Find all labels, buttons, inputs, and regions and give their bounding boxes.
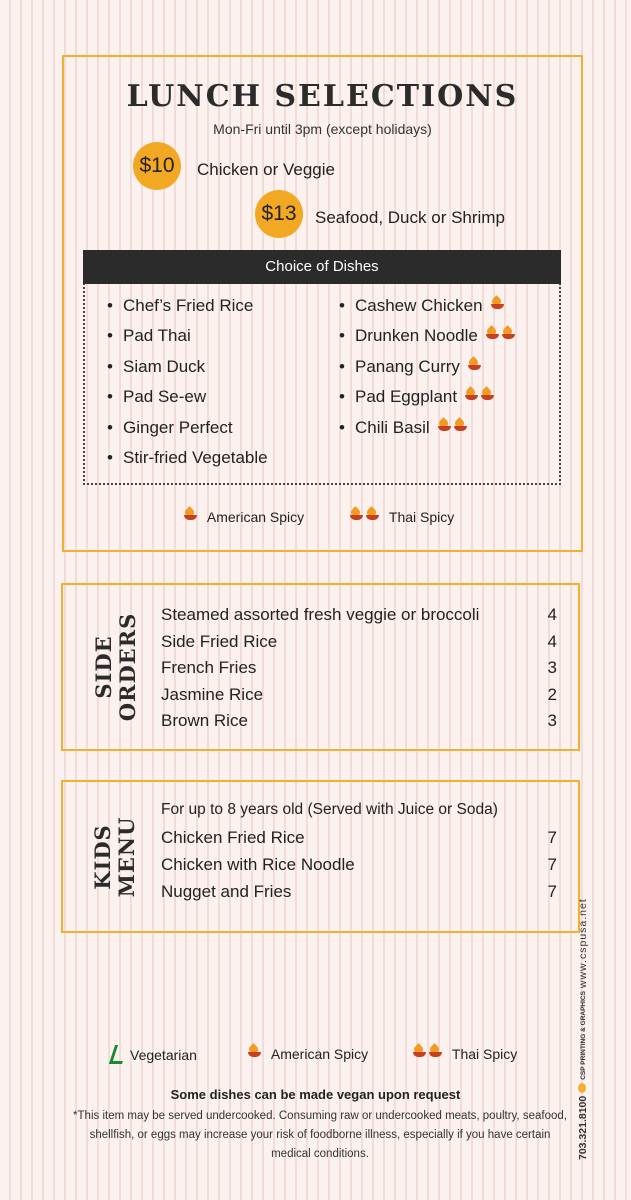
price-label-13: Seafood, Duck or Shrimp — [315, 208, 505, 227]
printer-phone: 703.321.8100 — [577, 1095, 589, 1160]
price-label-10: Chicken or Veggie — [197, 160, 335, 179]
dish-item — [107, 387, 268, 417]
menu-item-name: Steamed assorted fresh veggie or broccoli — [161, 605, 480, 624]
dishes-column-left — [107, 296, 268, 478]
menu-item-row — [161, 711, 557, 737]
lunch-selections-section — [62, 55, 583, 552]
side-orders-title-line2: ORDERS — [115, 612, 140, 722]
bullet-icon: • — [107, 326, 113, 346]
menu-item-row — [161, 632, 557, 658]
food-safety-disclaimer: *This item may be served undercooked. Consuming raw or undercooked meats, poultry, seafood, shellfish, or eggs may increase your risk of foodborne illness, especially if you have certain medical conditions. — [73, 1110, 567, 1160]
dish-name: Cashew Chicken — [355, 296, 483, 315]
menu-item-name: French Fries — [161, 658, 257, 678]
menu-item-name: Brown Rice — [161, 711, 248, 731]
kids-menu-section — [61, 780, 580, 933]
footer-legend-thai-label: Thai Spicy — [451, 1046, 518, 1062]
printer-credit — [577, 898, 589, 1160]
menu-item-price: 3 — [547, 711, 557, 731]
dish-item — [339, 387, 515, 417]
side-orders-title — [92, 613, 140, 722]
printer-url: www.cspusa.net — [577, 898, 589, 989]
price-badge-10: $10 — [133, 142, 181, 190]
dish-name: Ginger Perfect — [123, 417, 233, 437]
footer-legend-thai — [410, 1045, 517, 1062]
kids-menu-note: For up to 8 years old (Served with Juice or Soda) — [161, 801, 498, 818]
chili-icon — [248, 1045, 261, 1058]
menu-item-name: Side Fried Rice — [161, 631, 278, 651]
menu-item-row — [161, 882, 557, 908]
choice-of-dishes-header: Choice of Dishes — [83, 250, 561, 284]
chili-icon — [491, 297, 504, 310]
menu-item-name: Jasmine Rice — [161, 684, 264, 704]
lunch-legend-american-label: American Spicy — [206, 509, 305, 525]
chili-icon — [366, 508, 379, 521]
menu-item-row — [161, 855, 557, 881]
chili-icon — [184, 508, 197, 521]
lunch-legend-thai-label: Thai Spicy — [388, 509, 455, 525]
dish-name: Panang Curry — [355, 356, 460, 376]
chili-icon — [502, 327, 515, 340]
vegetarian-leaf-icon — [110, 1045, 124, 1063]
menu-item-price: 7 — [547, 828, 557, 847]
menu-item-name: Chicken Fried Rice — [161, 828, 305, 847]
bullet-icon: • — [339, 296, 345, 315]
menu-item-price: 4 — [547, 605, 557, 624]
bullet-icon: • — [339, 417, 345, 437]
menu-item-price: 7 — [547, 855, 557, 874]
dish-item — [339, 357, 515, 387]
side-orders-section — [61, 583, 580, 751]
dish-name: Pad Eggplant — [355, 387, 458, 407]
dish-name: Pad Se-ew — [123, 387, 207, 407]
side-orders-title-line1: SIDE — [91, 635, 116, 699]
menu-item-row — [161, 605, 557, 631]
bullet-icon: • — [339, 356, 345, 376]
menu-item-row — [161, 828, 557, 854]
chili-icon — [413, 1045, 426, 1058]
dish-item — [339, 418, 515, 448]
menu-item-name: Chicken with Rice Noodle — [161, 855, 355, 874]
footer-legend-vegetarian-label: Vegetarian — [130, 1047, 197, 1063]
lunch-legend-american — [181, 508, 304, 525]
price-badge-13: $13 — [255, 190, 303, 238]
vegan-note: Some dishes can be made vegan upon request — [170, 1087, 461, 1102]
dish-name: Pad Thai — [123, 326, 191, 346]
bullet-icon: • — [107, 356, 113, 376]
chili-icon — [465, 388, 478, 401]
footer-legend-american — [245, 1045, 368, 1062]
kids-menu-title — [91, 816, 139, 897]
printer-name: CSP PRINTING & GRAPHICS — [580, 991, 587, 1080]
menu-item-price: 7 — [547, 882, 557, 901]
choice-of-dishes-box — [83, 250, 561, 485]
kids-menu-title-line2: MENU — [114, 816, 139, 897]
menu-item-row — [161, 685, 557, 711]
footer-legend-american-label: American Spicy — [270, 1046, 369, 1062]
menu-item-price: 2 — [547, 684, 557, 704]
dish-item — [107, 296, 268, 326]
chili-icon — [468, 358, 481, 371]
menu-item-name: Nugget and Fries — [161, 882, 292, 901]
dish-item — [107, 357, 268, 387]
bullet-icon: • — [107, 417, 113, 437]
menu-item-price: 3 — [547, 658, 557, 678]
chili-icon — [481, 388, 494, 401]
footer-legend-vegetarian — [110, 1045, 197, 1063]
chili-icon — [486, 327, 499, 340]
dish-name: Siam Duck — [123, 356, 206, 376]
menu-item-row — [161, 658, 557, 684]
bullet-icon: • — [107, 296, 113, 315]
bullet-icon: • — [107, 447, 113, 467]
chili-icon — [429, 1045, 442, 1058]
dishes-column-right — [339, 296, 515, 448]
dish-item — [107, 448, 268, 478]
dish-name: Chef’s Fried Rice — [123, 296, 254, 315]
dish-item — [339, 326, 515, 356]
lunch-title: LUNCH SELECTIONS — [126, 79, 519, 114]
dish-item — [339, 296, 515, 326]
dish-item — [107, 326, 268, 356]
kids-menu-title-line1: KIDS — [90, 823, 115, 890]
chili-icon — [438, 419, 451, 432]
dish-name: Stir-fried Vegetable — [123, 447, 268, 467]
bullet-icon: • — [339, 326, 345, 346]
bullet-icon: • — [107, 387, 113, 407]
printer-logo-icon — [578, 1083, 586, 1093]
chili-icon — [454, 419, 467, 432]
dish-name: Drunken Noodle — [355, 326, 478, 346]
lunch-subtitle: Mon-Fri until 3pm (except holidays) — [213, 121, 432, 137]
dish-name: Chili Basil — [355, 417, 430, 437]
chili-icon — [350, 508, 363, 521]
lunch-legend-thai — [347, 508, 454, 525]
bullet-icon: • — [339, 387, 345, 407]
menu-item-price: 4 — [547, 631, 557, 651]
dish-item — [107, 418, 268, 448]
